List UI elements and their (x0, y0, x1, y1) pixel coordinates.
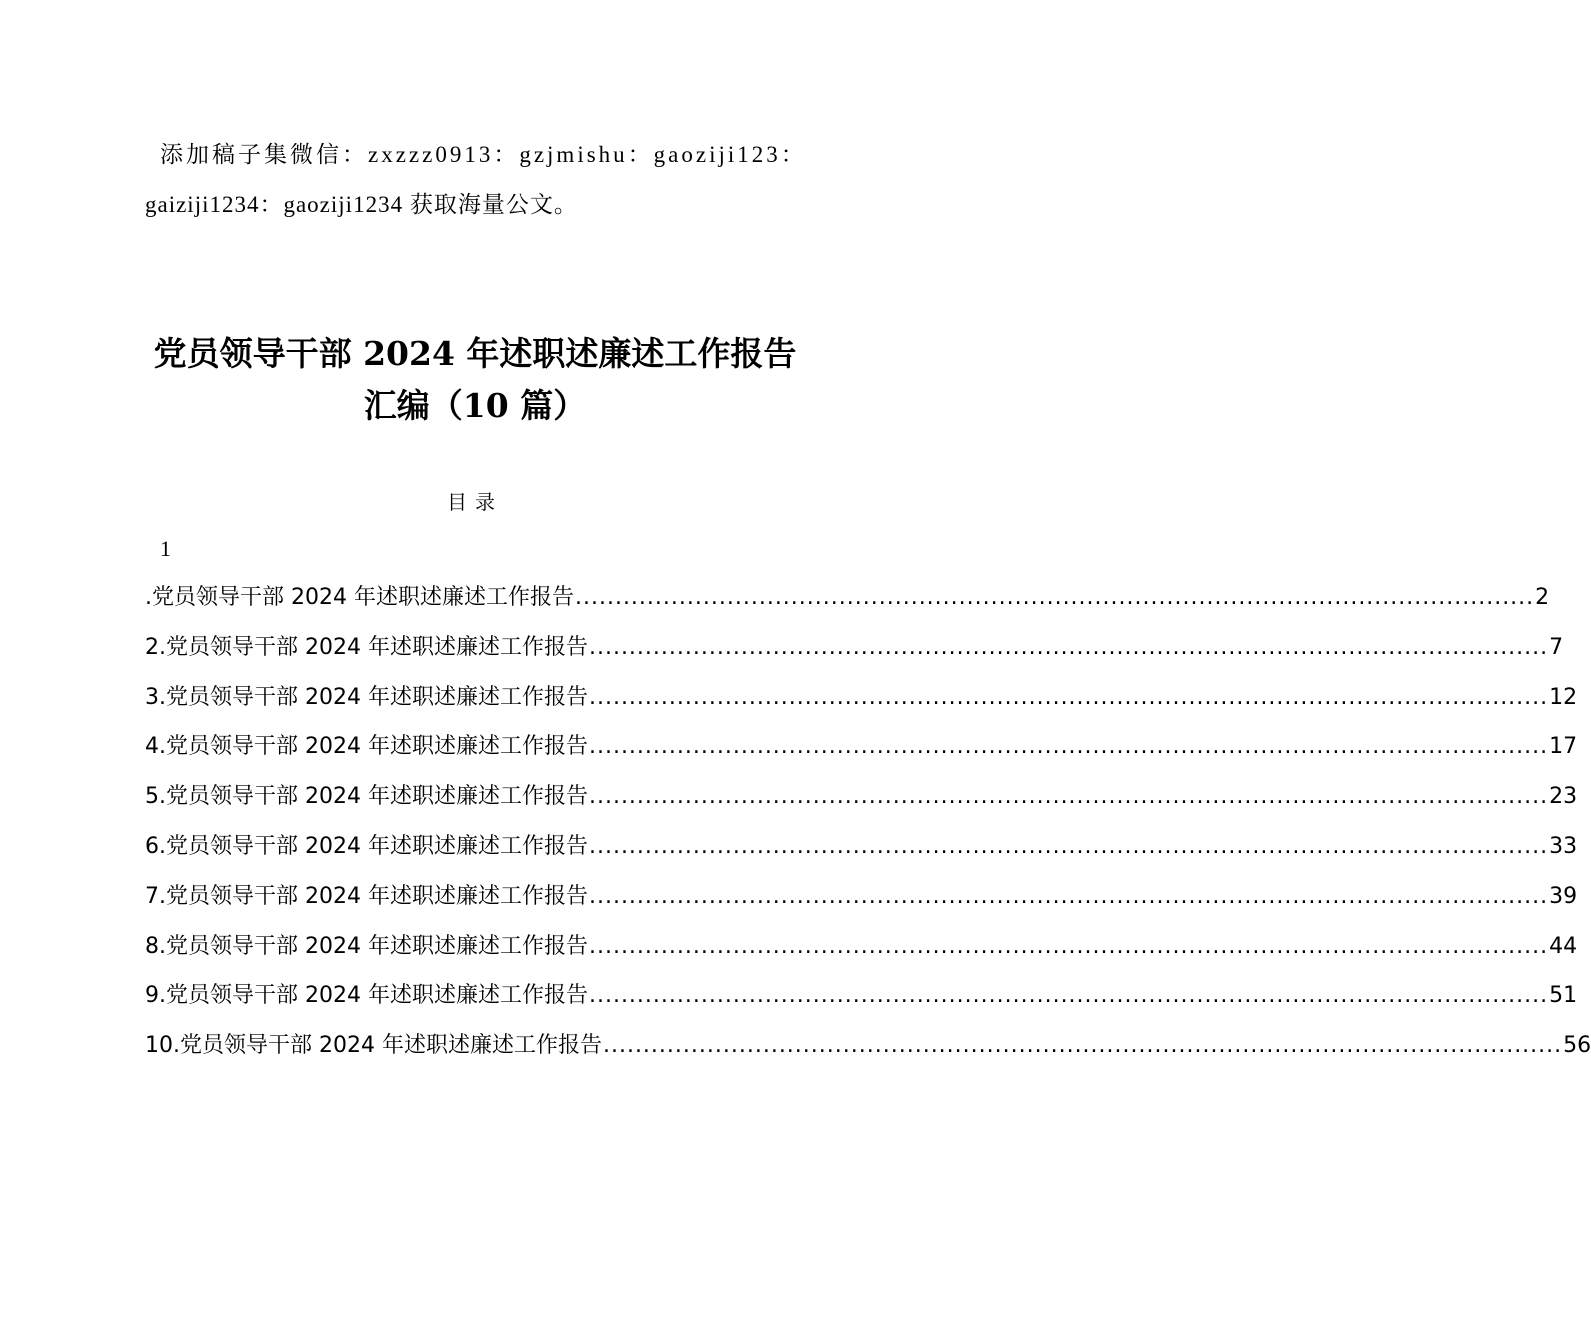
toc-entry[interactable] (145, 580, 1550, 630)
toc-leader-dots: ........................................................................................................................ (588, 634, 1549, 660)
toc-entry[interactable] (145, 630, 1564, 680)
toc-leader-dots: ........................................................................................................................ (588, 933, 1549, 959)
toc-leader-dots: ........................................................................................................................ (588, 684, 1549, 710)
toc-entry-page: 33 (1549, 833, 1578, 859)
toc-entry-label: 10.党员领导干部 2024 年述职述廉述工作报告 (145, 1033, 602, 1059)
toc-entry-page: 23 (1549, 784, 1578, 810)
toc-entry[interactable] (145, 978, 1578, 1028)
toc-leader-dots: ........................................................................................................................ (588, 883, 1549, 909)
toc-leader-dots: ........................................................................................................................ (588, 983, 1549, 1009)
document-title-line-2: 汇编（10 篇） (363, 386, 587, 425)
toc-leader-dots: ........................................................................................................................ (588, 784, 1549, 810)
toc-first-number: 1 (160, 536, 171, 561)
toc-entry-label: 7.党员领导干部 2024 年述职述廉述工作报告 (145, 883, 588, 909)
wechat-notice-line-1: 添加稿子集微信：zxzzz0913：gzjmishu：gaoziji123： (160, 142, 807, 167)
toc-entry-label: 9.党员领导干部 2024 年述职述廉述工作报告 (145, 983, 588, 1009)
toc-entry-label: 4.党员领导干部 2024 年述职述廉述工作报告 (145, 734, 588, 760)
toc-entry[interactable] (145, 779, 1578, 829)
toc-entry-page: 44 (1549, 933, 1578, 959)
wechat-notice-line-2: gaiziji1234：gaoziji1234 获取海量公文。 (145, 192, 578, 217)
toc-entry-label: .党员领导干部 2024 年述职述廉述工作报告 (145, 585, 574, 610)
toc-entry-page: 17 (1549, 734, 1578, 760)
toc-entry-page: 7 (1549, 634, 1564, 660)
toc-heading: 目录 (447, 490, 503, 514)
toc-entry-page: 39 (1549, 883, 1578, 909)
toc-entry[interactable] (145, 680, 1578, 730)
toc-entry-page: 51 (1549, 983, 1578, 1009)
toc-entry-page: 12 (1549, 684, 1578, 710)
toc-entry[interactable] (145, 829, 1578, 879)
toc-entry-label: 3.党员领导干部 2024 年述职述廉述工作报告 (145, 684, 588, 710)
toc-leader-dots: ........................................................................................................................ (588, 734, 1549, 760)
toc-leader-dots: ........................................................................................................................ (588, 833, 1549, 859)
toc-entry[interactable] (145, 729, 1578, 779)
toc-list (145, 580, 1591, 1078)
toc-entry-page: 56 (1563, 1033, 1591, 1059)
document-title-line-1: 党员领导干部 2024 年述职述廉述工作报告 (153, 334, 797, 373)
toc-leader-dots: ........................................................................................................................ (602, 1033, 1563, 1059)
toc-entry-page: 2 (1535, 585, 1550, 610)
toc-entry[interactable] (145, 929, 1578, 979)
toc-leader-dots: ........................................................................................................................ (574, 585, 1535, 610)
toc-entry-label: 8.党员领导干部 2024 年述职述廉述工作报告 (145, 933, 588, 959)
toc-entry-label: 2.党员领导干部 2024 年述职述廉述工作报告 (145, 634, 588, 660)
toc-entry-label: 6.党员领导干部 2024 年述职述廉述工作报告 (145, 833, 588, 859)
toc-entry[interactable] (145, 1028, 1591, 1078)
toc-entry-label: 5.党员领导干部 2024 年述职述廉述工作报告 (145, 784, 588, 810)
toc-entry[interactable] (145, 879, 1578, 929)
